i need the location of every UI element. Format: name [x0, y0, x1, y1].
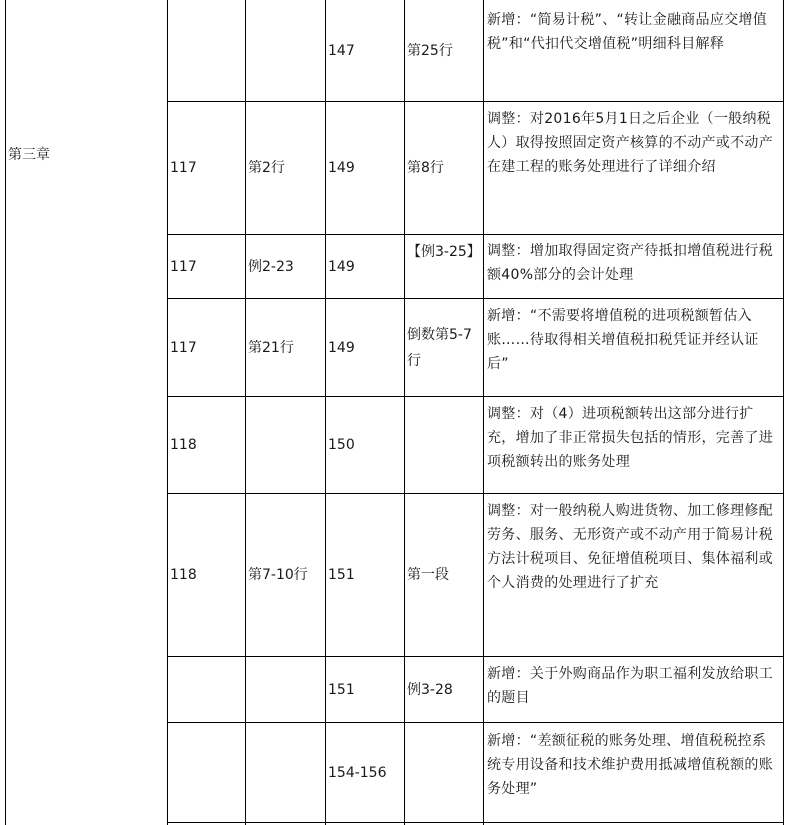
col-border — [167, 0, 168, 825]
table-cell-page-old: 117 — [170, 160, 197, 176]
table-cell-page-old: 118 — [170, 437, 197, 453]
chapter-label: 第三章 — [8, 147, 50, 163]
table-cell-page-new: 154-156 — [328, 764, 387, 781]
table-cell-location-old: 第7-10行 — [248, 567, 308, 583]
table-cell-location-old: 第21行 — [248, 339, 294, 356]
table-cell-page-old: 118 — [170, 567, 197, 583]
table-cell-location-old: 第2行 — [248, 160, 285, 176]
table-cell-location-new: 【例3-25】 — [407, 244, 481, 260]
table-cell-description: 新增：“不需要将增值税的进项税额暂估入账……待取得相关增值税扣税凭证并经认证后” — [487, 308, 759, 372]
table-cell-location-new: 第25行 — [407, 42, 453, 59]
table-cell-page-new: 151 — [328, 567, 355, 583]
table-cell-page-new: 150 — [328, 437, 355, 453]
table-cell-location-new — [407, 723, 481, 822]
table-cell-page-old: 117 — [170, 258, 197, 275]
table-cell-description: 调整：对2016年5月1日之后企业（一般纳税人）取得按照固定资产核算的不动产或不动产在建工程的账务处理进行了详细介绍 — [487, 111, 773, 175]
table-cell-description: 调整：增加取得固定资产待抵扣增值税进行税额40%部分的会计处理 — [487, 243, 773, 283]
table-cell-page-new: 151 — [328, 681, 355, 698]
col-border — [404, 0, 405, 825]
col-border — [5, 0, 6, 825]
table-cell-location-new: 第8行 — [407, 160, 444, 176]
col-border — [783, 0, 784, 825]
col-border — [483, 0, 484, 825]
row-border — [167, 822, 784, 823]
table-cell-location-new: 第一段 — [407, 567, 449, 583]
table-cell-description: 新增：“差额征税的账务处理、增值税税控系统专用设备和技术维护费用抵减增值税额的账务处理” — [487, 733, 773, 797]
table-cell-page-new: 149 — [328, 160, 355, 176]
table-cell-location-new: 例3-28 — [407, 681, 453, 698]
table-cell-description: 新增：“简易计税”、“转让金融商品应交增值税”和“代扣代交增值税”明细科目解释 — [487, 12, 768, 52]
table-cell-location-old: 例2-23 — [248, 258, 294, 275]
col-border — [325, 0, 326, 825]
table-cell-description: 调整：对（4）进项税额转出这部分进行扩充，增加了非正常损失包括的情形，完善了进项税额转出的账务处理 — [487, 406, 773, 470]
table-cell-description: 调整：对一般纳税人购进货物、加工修理修配劳务、服务、无形资产或不动产用于简易计税方法计税项目、免征增值税项目、集体福利或个人消费的处理进行了扩充 — [487, 503, 773, 591]
table-cell-location-new: 倒数第5-7行 — [407, 327, 472, 369]
table-cell-page-new: 147 — [328, 42, 355, 59]
table-cell-location-new — [407, 397, 481, 493]
table-cell-page-old: 117 — [170, 339, 197, 356]
table-cell-page-new: 149 — [328, 258, 355, 275]
table-cell-page-new: 149 — [328, 339, 355, 356]
table-cell-description: 新增：关于外购商品作为职工福利发放给职工的题目 — [487, 666, 773, 706]
col-border — [245, 0, 246, 825]
